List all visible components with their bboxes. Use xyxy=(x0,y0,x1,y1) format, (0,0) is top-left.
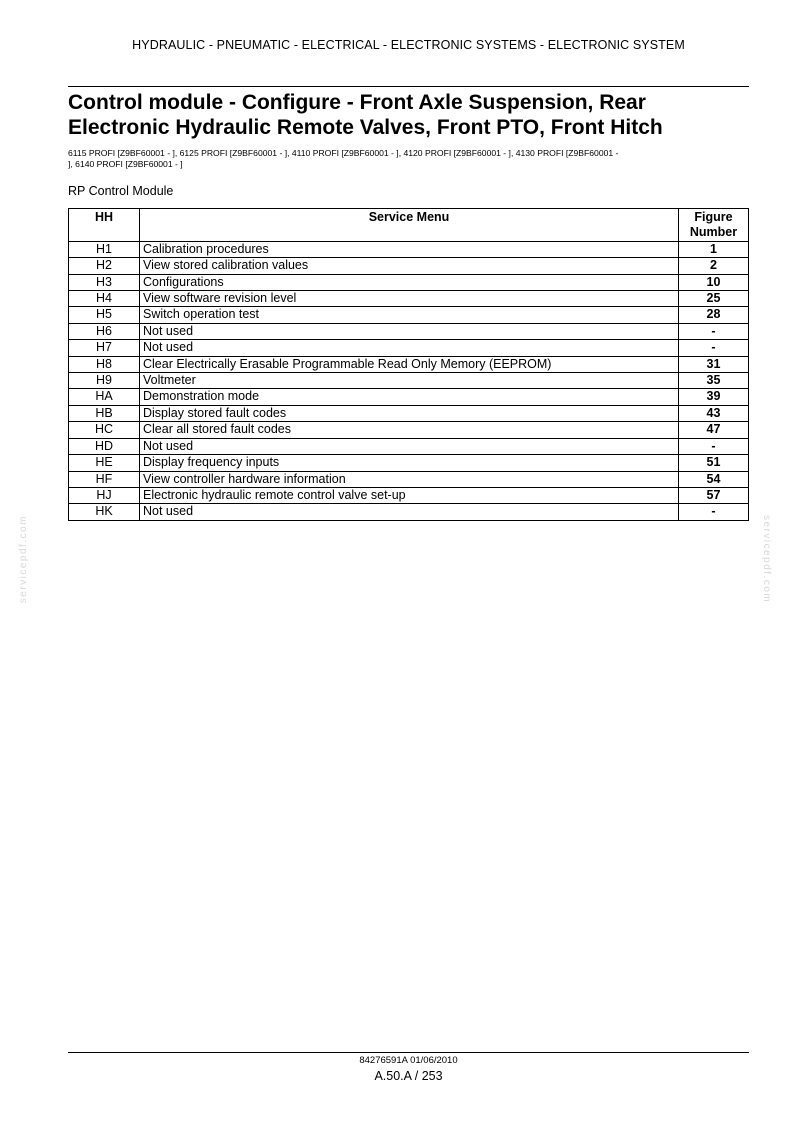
row-service-menu: Electronic hydraulic remote control valve set-up xyxy=(140,487,679,503)
row-figure-number: - xyxy=(679,438,749,454)
watermark-right: servicepdf.com xyxy=(761,515,772,604)
row-code: H9 xyxy=(69,373,140,389)
service-menu-rows xyxy=(69,241,749,520)
table-row xyxy=(69,487,749,503)
row-figure-number: 1 xyxy=(679,241,749,257)
model-applicability xyxy=(68,148,758,170)
page-header-section: HYDRAULIC - PNEUMATIC - ELECTRICAL - ELECTRONIC SYSTEMS - ELECTRONIC SYSTEM xyxy=(132,38,685,52)
row-service-menu: Display stored fault codes xyxy=(140,405,679,421)
row-service-menu: View stored calibration values xyxy=(140,258,679,274)
row-figure-number: 10 xyxy=(679,274,749,290)
row-figure-number: 57 xyxy=(679,487,749,503)
table-row xyxy=(69,373,749,389)
row-code: HK xyxy=(69,504,140,520)
column-header-code: HH xyxy=(69,209,140,242)
page-title-line-2: Electronic Hydraulic Remote Valves, Front PTO, Front Hitch xyxy=(68,116,663,139)
row-service-menu: Configurations xyxy=(140,274,679,290)
row-figure-number: - xyxy=(679,504,749,520)
table-row xyxy=(69,389,749,405)
figure-header-line-1: Figure xyxy=(694,210,733,224)
model-applicability-line-1: 6115 PROFI [Z9BF60001 - ], 6125 PROFI [Z9BF60001 - ], 4110 PROFI [Z9BF60001 - ], 4120 PROFI [Z9BF60001 - ], 4130 PROFI [Z9BF60001 - xyxy=(68,148,619,158)
column-header-service-menu: Service Menu xyxy=(140,209,679,242)
row-figure-number: - xyxy=(679,323,749,339)
table-row xyxy=(69,274,749,290)
table-row xyxy=(69,422,749,438)
row-figure-number: 2 xyxy=(679,258,749,274)
table-row xyxy=(69,258,749,274)
table-row xyxy=(69,323,749,339)
table-row xyxy=(69,340,749,356)
row-code: H8 xyxy=(69,356,140,372)
row-code: HB xyxy=(69,405,140,421)
table-row xyxy=(69,241,749,257)
row-figure-number: 47 xyxy=(679,422,749,438)
watermark-left: servicepdf.com xyxy=(18,515,29,604)
header-rule xyxy=(68,86,749,87)
footer-document-code: 84276591A 01/06/2010 xyxy=(359,1055,458,1066)
row-figure-number: 25 xyxy=(679,291,749,307)
row-code: H3 xyxy=(69,274,140,290)
row-figure-number: 31 xyxy=(679,356,749,372)
row-code: H5 xyxy=(69,307,140,323)
page-title xyxy=(68,90,758,140)
row-code: HF xyxy=(69,471,140,487)
row-figure-number: 51 xyxy=(679,455,749,471)
model-applicability-line-2: ], 6140 PROFI [Z9BF60001 - ] xyxy=(68,159,183,169)
row-code: H1 xyxy=(69,241,140,257)
row-service-menu: Demonstration mode xyxy=(140,389,679,405)
table-header-row xyxy=(69,209,749,242)
row-service-menu: Switch operation test xyxy=(140,307,679,323)
row-service-menu: Not used xyxy=(140,323,679,339)
row-service-menu: Not used xyxy=(140,340,679,356)
row-service-menu: Clear Electrically Erasable Programmable Read Only Memory (EEPROM) xyxy=(140,356,679,372)
table-caption: RP Control Module xyxy=(68,184,174,198)
row-service-menu: Not used xyxy=(140,504,679,520)
table-row xyxy=(69,455,749,471)
row-service-menu: View controller hardware information xyxy=(140,471,679,487)
row-code: H4 xyxy=(69,291,140,307)
figure-header-line-2: Number xyxy=(689,225,738,240)
row-code: HC xyxy=(69,422,140,438)
footer-rule xyxy=(68,1052,749,1053)
row-code: H6 xyxy=(69,323,140,339)
table-row xyxy=(69,471,749,487)
row-figure-number: 35 xyxy=(679,373,749,389)
row-service-menu: Calibration procedures xyxy=(140,241,679,257)
row-code: HJ xyxy=(69,487,140,503)
row-code: H2 xyxy=(69,258,140,274)
row-service-menu: Clear all stored fault codes xyxy=(140,422,679,438)
footer-page-number: A.50.A / 253 xyxy=(374,1069,443,1083)
table-row xyxy=(69,291,749,307)
row-code: H7 xyxy=(69,340,140,356)
table-row xyxy=(69,356,749,372)
row-code: HE xyxy=(69,455,140,471)
column-header-figure-number xyxy=(679,209,749,242)
row-service-menu: View software revision level xyxy=(140,291,679,307)
row-figure-number: 43 xyxy=(679,405,749,421)
row-figure-number: - xyxy=(679,340,749,356)
row-service-menu: Not used xyxy=(140,438,679,454)
row-service-menu: Display frequency inputs xyxy=(140,455,679,471)
row-figure-number: 54 xyxy=(679,471,749,487)
page-title-line-1: Control module - Configure - Front Axle Suspension, Rear xyxy=(68,91,646,114)
table-row xyxy=(69,307,749,323)
service-menu-table xyxy=(68,208,749,521)
row-figure-number: 28 xyxy=(679,307,749,323)
table-row xyxy=(69,438,749,454)
table-row xyxy=(69,405,749,421)
table-row xyxy=(69,504,749,520)
row-service-menu: Voltmeter xyxy=(140,373,679,389)
row-figure-number: 39 xyxy=(679,389,749,405)
row-code: HD xyxy=(69,438,140,454)
row-code: HA xyxy=(69,389,140,405)
